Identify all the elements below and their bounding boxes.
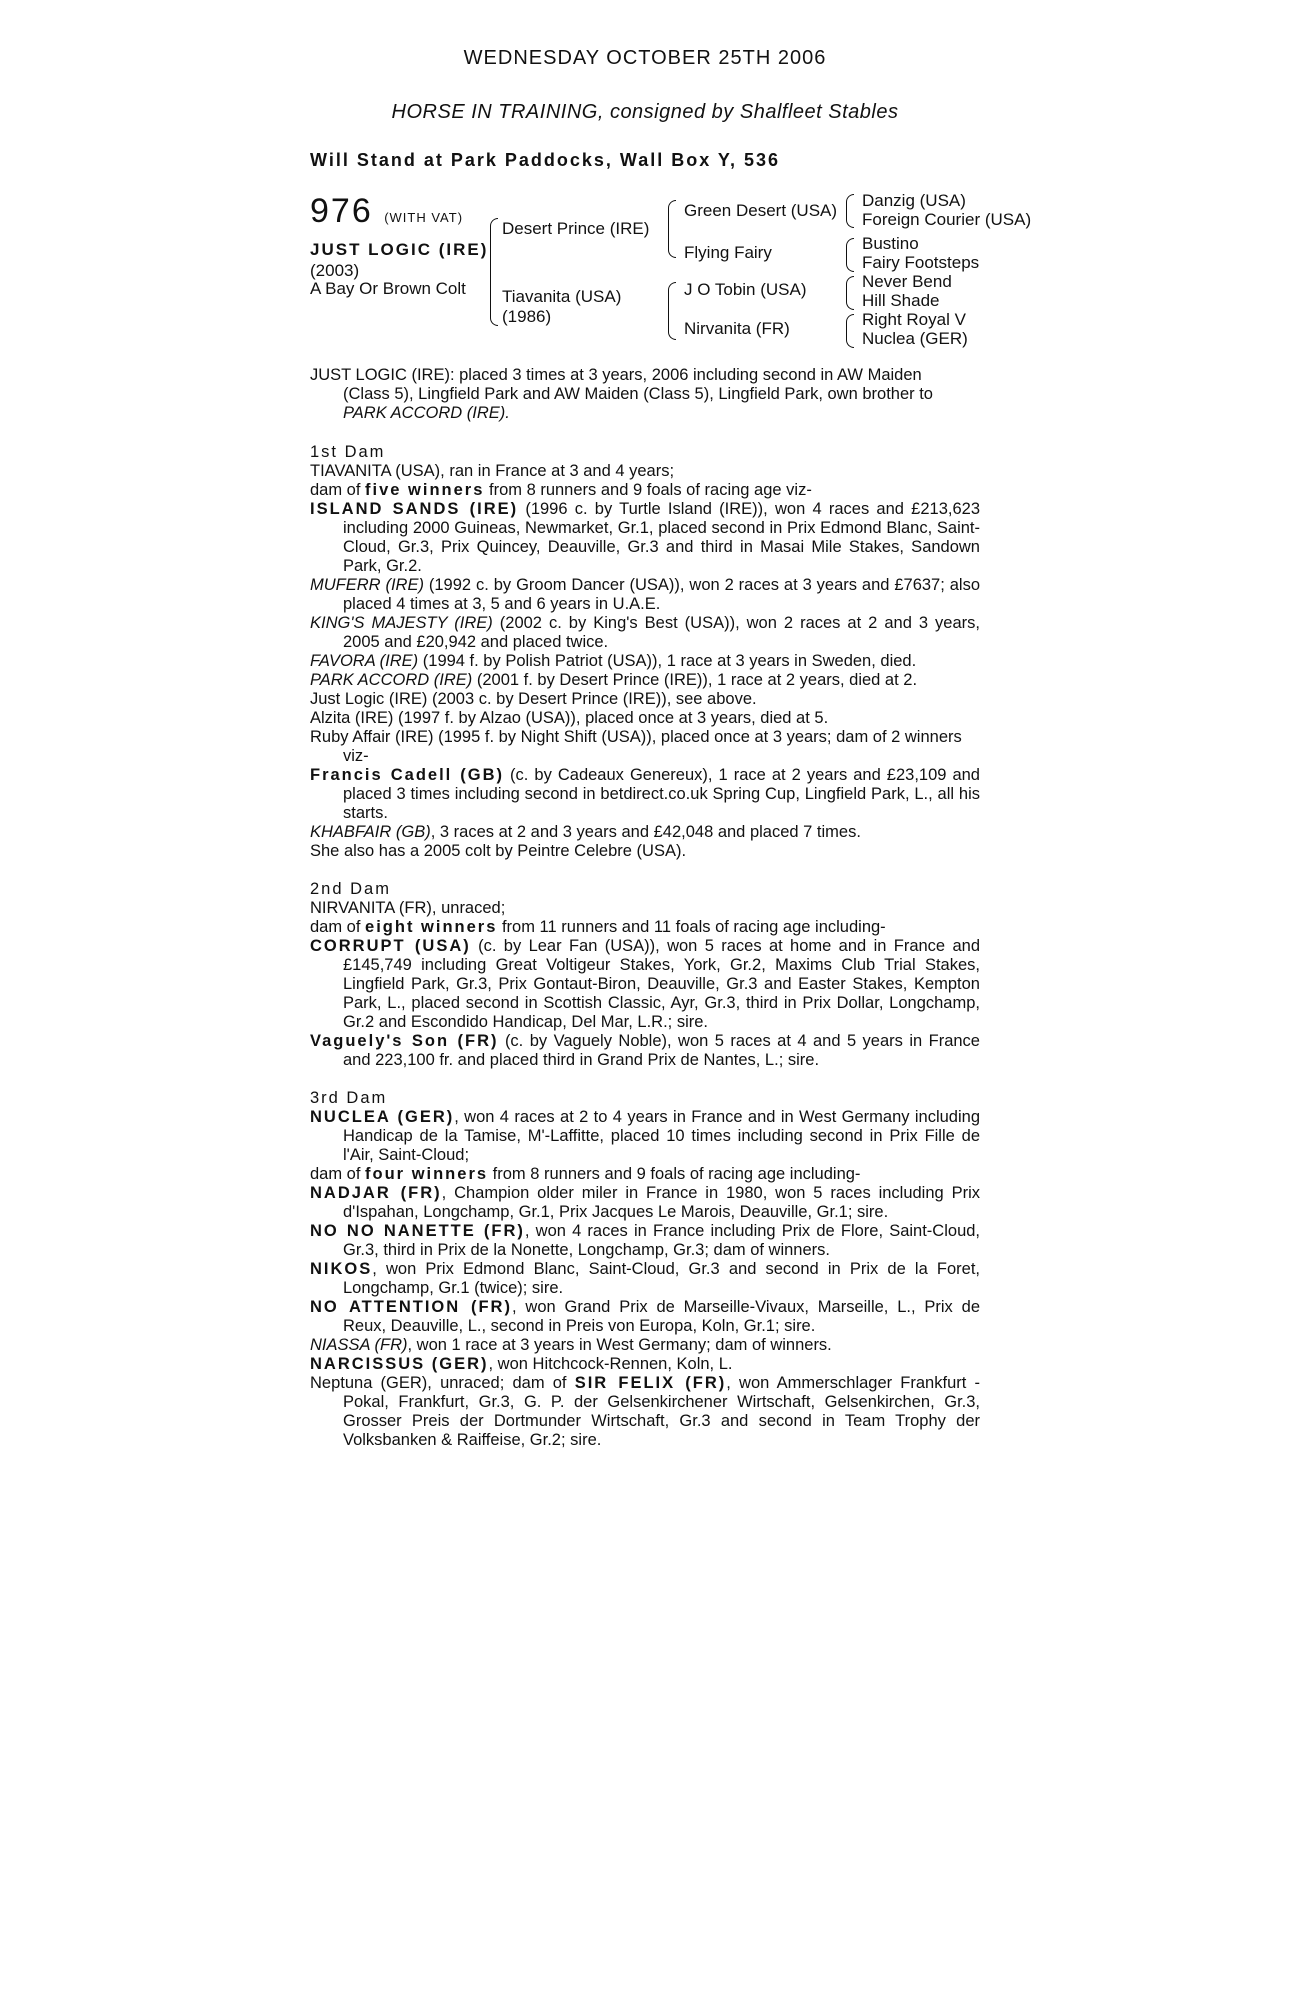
- produce-entry: [310, 1374, 980, 1450]
- text-run: dam of: [310, 481, 366, 499]
- text-run: from 11 runners and 11 foals of racing age including-: [497, 918, 886, 936]
- sale-date: WEDNESDAY OCTOBER 25TH 2006: [463, 47, 827, 69]
- text-run: dam of: [310, 918, 366, 936]
- pedigree-sire-sire: Green Desert (USA): [684, 201, 838, 220]
- produce-name: Vaguely's Son (FR): [310, 1032, 499, 1050]
- produce-entry: [310, 1184, 980, 1222]
- pedigree-sire-dam: Flying Fairy: [684, 243, 772, 262]
- produce-entry: Alzita (IRE) (1997 f. by Alzao (USA)), placed once at 3 years, died at 5.: [310, 709, 829, 727]
- produce-entry: [310, 1298, 980, 1336]
- produce-entry: [310, 1260, 980, 1298]
- dam-produce-line: [310, 918, 980, 937]
- pedigree-ddd: Nuclea (GER): [862, 329, 968, 348]
- lot-number: [310, 192, 463, 231]
- produce-name: CORRUPT (USA): [310, 937, 471, 955]
- text-run: from 8 runners and 9 foals of racing age including-: [488, 1165, 861, 1183]
- produce-text: Neptuna (GER), unraced; dam of: [310, 1374, 575, 1392]
- section-heading: 3rd Dam: [310, 1089, 388, 1107]
- produce-entry: [310, 1222, 980, 1260]
- produce-text: , won Grand Prix de Marseille-Vivaux, Marseille, L., Prix de Reux, Deauville, L., second in Preis von Europa, Koln, Gr.1; sire.: [343, 1298, 980, 1335]
- produce-name: NIKOS: [310, 1260, 373, 1278]
- pedigree-sdd: Fairy Footsteps: [862, 253, 980, 272]
- dam-intro: TIAVANITA (USA), ran in France at 3 and 4 years;: [310, 462, 675, 480]
- dam-intro: NIRVANITA (FR), unraced;: [310, 899, 506, 917]
- produce-text: (c. by Lear Fan (USA)), won 5 races at home and in France and £145,749 including Great Voltigeur Stakes, York, Gr.2, Maxims Club Trial Stakes, Lingfield Park, Gr.3, Prix Gontaut-Biron, Deauville, Gr.3 and Easter Stakes, Kempton Park, L., placed second in Scottish Classic, Ayr, Gr.3, third in Prix Dollar, Longchamp, Gr.2 and Escondido Handicap, Del Mar, L.R.; sire.: [343, 937, 980, 1031]
- third-dam-section: [310, 1089, 980, 1450]
- dam-intro: [310, 1108, 980, 1165]
- pedigree-dss: Never Bend: [862, 272, 952, 291]
- vat-note: (WITH VAT): [384, 210, 464, 225]
- summary-line: JUST LOGIC (IRE): placed 3 times at 3 years, 2006 including second in AW Maiden: [310, 366, 922, 384]
- produce-name: NADJAR (FR): [310, 1184, 442, 1202]
- produce-text: (2001 f. by Desert Prince (IRE)), 1 race at 2 years, died at 2.: [472, 671, 918, 689]
- pedigree-sire: Desert Prince (IRE): [502, 219, 650, 238]
- produce-name: ISLAND SANDS (IRE): [310, 500, 519, 518]
- pedigree-sds: Bustino: [862, 234, 919, 253]
- produce-text: , won 4 races in France including Prix de Flore, Saint-Cloud, Gr.3, third in Prix de la Nonette, Longchamp, Gr.3; dam of winners.: [343, 1222, 980, 1259]
- produce-entry: [310, 766, 980, 823]
- pedigree-dam-year: (1986): [502, 307, 552, 326]
- consignor-line: HORSE IN TRAINING, consigned by Shalfleet Stables: [391, 101, 899, 123]
- produce-entry: [310, 1336, 980, 1355]
- winners-count: five winners: [365, 481, 485, 499]
- produce-name: Francis Cadell (GB): [310, 766, 505, 784]
- pedigree-dsd: Hill Shade: [862, 291, 940, 310]
- horse-name: JUST LOGIC (IRE): [310, 240, 489, 259]
- produce-entry: [310, 671, 980, 690]
- winners-count: four winners: [365, 1165, 489, 1183]
- produce-name: NIASSA (FR): [310, 1336, 408, 1354]
- text-run: from 8 runners and 9 foals of racing age viz-: [484, 481, 812, 499]
- produce-name: NARCISSUS (GER): [310, 1355, 489, 1373]
- produce-name: FAVORA (IRE): [310, 652, 419, 670]
- produce-name: PARK ACCORD (IRE): [310, 671, 473, 689]
- produce-entry: [310, 937, 980, 1032]
- pedigree-brace-sd: [846, 238, 854, 272]
- pedigree-dam: Tiavanita (USA): [502, 287, 622, 306]
- produce-text: (1996 c. by Turtle Island (IRE)), won 4 races and £213,623 including 2000 Guineas, Newmarket, Gr.1, placed second in Prix Edmond Blanc, Saint-Cloud, Gr.3, Prix Quincey, Deauville, Gr.3 and third in Masai Mile Stakes, Sandown Park, Gr.2.: [343, 500, 980, 575]
- pedigree-brace-sire: [668, 200, 676, 258]
- pedigree-brace-dd: [846, 314, 854, 348]
- horse-year: (2003): [310, 261, 360, 280]
- horse-summary: [310, 366, 980, 423]
- dam-produce-line: [310, 481, 980, 500]
- dam-footnote: She also has a 2005 colt by Peintre Celebre (USA).: [310, 842, 687, 860]
- pedigree-brace-dam: [668, 282, 676, 340]
- produce-name: KHABFAIR (GB): [310, 823, 431, 841]
- produce-name: SIR FELIX (FR): [574, 1374, 727, 1392]
- produce-text: , won 4 races at 2 to 4 years in France and in West Germany including Handicap de la Tamise, M'-Laffitte, placed 10 times including second in Prix Fille de l'Air, Saint-Cloud;: [343, 1108, 980, 1164]
- section-heading: 2nd Dam: [310, 880, 391, 898]
- stand-location: Will Stand at Park Paddocks, Wall Box Y, 536: [310, 150, 780, 170]
- produce-entry: [310, 823, 980, 842]
- produce-text: (1994 f. by Polish Patriot (USA)), 1 race at 3 years in Sweden, died.: [418, 652, 917, 670]
- pedigree-sss: Danzig (USA): [862, 191, 966, 210]
- summary-line: (Class 5), Lingfield Park and AW Maiden (Class 5), Lingfield Park, own brother to: [343, 385, 933, 403]
- produce-name: NO ATTENTION (FR): [310, 1298, 512, 1316]
- lot-number-value: 976: [310, 192, 373, 230]
- produce-entry: Just Logic (IRE) (2003 c. by Desert Prince (IRE)), see above.: [310, 690, 757, 708]
- produce-name: NO NO NANETTE (FR): [310, 1222, 525, 1240]
- pedigree-brace-gen1: [490, 218, 498, 326]
- produce-entry: [310, 1355, 980, 1374]
- produce-text: , won 1 race at 3 years in West Germany; dam of winners.: [407, 1336, 832, 1354]
- pedigree-ssd: Foreign Courier (USA): [862, 210, 1032, 229]
- produce-entry: [310, 1032, 980, 1070]
- summary-line: PARK ACCORD (IRE).: [343, 404, 510, 422]
- pedigree-dds: Right Royal V: [862, 310, 966, 329]
- produce-entry: [310, 652, 980, 671]
- winners-count: eight winners: [365, 918, 498, 936]
- produce-text: , won Prix Edmond Blanc, Saint-Cloud, Gr.3 and second in Prix de la Foret, Longchamp, Gr.1 (twice); sire.: [343, 1260, 980, 1297]
- produce-name: NUCLEA (GER): [310, 1108, 455, 1126]
- section-heading: 1st Dam: [310, 443, 386, 461]
- second-dam-section: [310, 880, 980, 1070]
- produce-text: , Champion older miler in France in 1980, won 5 races including Prix d'Ispahan, Longchamp, Gr.1, Prix Jacques Le Marois, Deauville, Gr.1; sire.: [343, 1184, 980, 1221]
- produce-text: , won Ammerschlager Frankfurt - Pokal, Frankfurt, Gr.3, G. P. der Gelsenkirchener Wirtschaft, Gelsenkirchen, Gr.3, Grosser Preis der Dortmunder Wirtschaft, Gr.3 and second in Team Trophy der Volksbanken & Raiffeise, Gr.2; sire.: [343, 1374, 981, 1449]
- dam-produce-line: [310, 1165, 980, 1184]
- text-run: dam of: [310, 1165, 366, 1183]
- pedigree-dam-sire: J O Tobin (USA): [684, 280, 807, 299]
- first-dam-section: [310, 443, 980, 861]
- pedigree-brace-ss: [846, 194, 854, 228]
- produce-entry: [310, 576, 980, 614]
- produce-entry: Ruby Affair (IRE) (1995 f. by Night Shift (USA)), placed once at 3 years; dam of 2 winners viz-: [310, 728, 962, 765]
- produce-name: KING'S MAJESTY (IRE): [310, 614, 493, 632]
- produce-text: , 3 races at 2 and 3 years and £42,048 and placed 7 times.: [430, 823, 861, 841]
- produce-text: (1992 c. by Groom Dancer (USA)), won 2 races at 3 years and £7637; also placed 4 times at 3, 5 and 6 years in U.A.E.: [343, 576, 980, 613]
- produce-text: (c. by Vaguely Noble), won 5 races at 4 and 5 years in France and 223,100 fr. and placed third in Grand Prix de Nantes, L.; sire.: [343, 1032, 980, 1069]
- produce-text: (2002 c. by King's Best (USA)), won 2 races at 2 and 3 years, 2005 and £20,942 and placed twice.: [343, 614, 980, 651]
- produce-text: , won Hitchcock-Rennen, Koln, L.: [488, 1355, 733, 1373]
- produce-text: (c. by Cadeaux Genereux), 1 race at 2 years and £23,109 and placed 3 times including second in betdirect.co.uk Spring Cup, Lingfield Park, L., all his starts.: [343, 766, 980, 822]
- produce-name: MUFERR (IRE): [310, 576, 424, 594]
- horse-description: A Bay Or Brown Colt: [310, 279, 466, 298]
- produce-entry: [310, 614, 980, 652]
- produce-entry: [310, 500, 980, 576]
- pedigree-dam-dam: Nirvanita (FR): [684, 319, 790, 338]
- pedigree-brace-ds: [846, 276, 854, 310]
